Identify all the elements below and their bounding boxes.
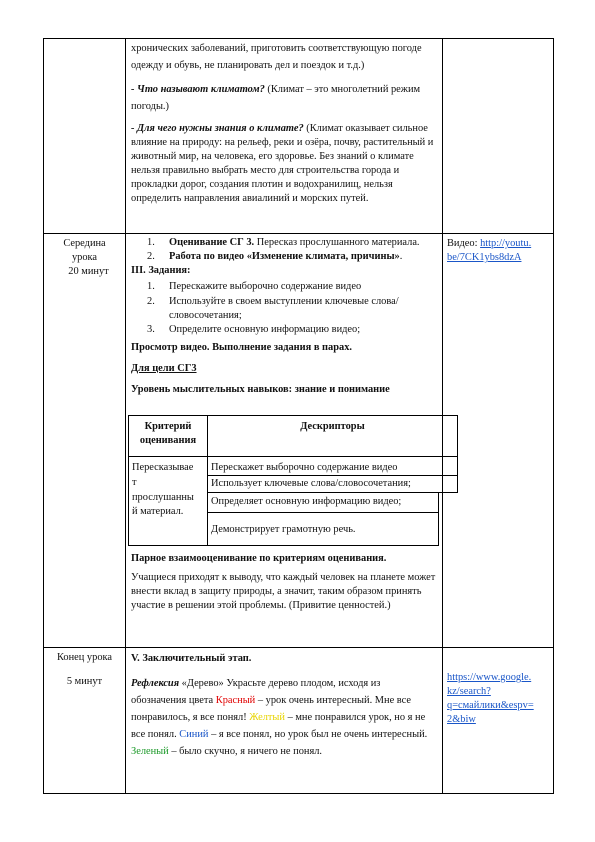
green-description: – было скучно, я ничего не понял. <box>168 746 323 758</box>
color-word-blue: Синий <box>179 729 209 741</box>
video-link-cont[interactable]: be/7CK1ybs8dzA <box>447 252 522 264</box>
smiley-link[interactable]: https://www.google. <box>447 672 532 683</box>
question-climate-answer: (Климат – это многолетний режим погоды.) <box>131 83 421 112</box>
descriptor-3: Определяет основную информацию видео; <box>211 496 402 507</box>
smiley-link-cont[interactable]: 2&biw <box>447 713 476 725</box>
blue-description: – я все понял, но урок был не очень интересный. <box>208 729 428 741</box>
criteria-row-line-1 <box>207 475 458 476</box>
question-climate <box>131 82 437 116</box>
descriptor-4: Демонстрирует грамотную речь. <box>211 524 356 535</box>
activity-num: 2. <box>147 251 155 263</box>
activity-list <box>131 236 439 264</box>
task-text: Перескажите выборочно содержание видео <box>169 281 362 293</box>
descriptor-2: Использует ключевые слова/словосочетания; <box>211 478 411 489</box>
task-text: Используйте в своем выступлении ключевые слова/словосочетания; <box>169 295 399 321</box>
criterion-cell <box>132 461 206 520</box>
reflection-label: Рефлексия <box>131 678 180 690</box>
criterion-line: т <box>132 476 137 488</box>
criteria-header-descriptors <box>208 420 457 434</box>
tasks-list <box>131 280 439 337</box>
reflection-intro: «Дерево» Украсьте дерево плодом, исходя из обозначения цвета <box>131 678 381 707</box>
criteria-table-right-lower <box>438 492 439 546</box>
color-word-yellow: Желтый <box>249 712 285 724</box>
smiley-link-cont[interactable]: q=смайлики&espv= <box>447 699 534 711</box>
descriptor-1: Перескажет выборочно содержание видео <box>211 462 398 473</box>
criteria-row-line-2 <box>207 492 458 493</box>
task-num: 3. <box>147 323 155 335</box>
criteria-header-criterion-text: Критерий оценивания <box>139 421 197 447</box>
color-word-green: Зеленый <box>131 746 169 758</box>
activity-desc: Пересказ прослушанного материала. <box>254 237 420 248</box>
criterion-line: прослушанны <box>132 491 194 503</box>
criteria-table-right-upper <box>457 415 458 493</box>
question-climate-label: - Что называют климатом? <box>131 83 265 95</box>
criteria-table-mid <box>207 415 208 546</box>
row-divider-1 <box>43 233 554 234</box>
activity-item <box>131 250 439 264</box>
final-stage-heading: V. Заключительный этап. <box>131 653 252 664</box>
row1-content <box>131 41 437 206</box>
criteria-table-bottom <box>128 545 438 546</box>
tasks-heading: III. Задания: <box>131 265 191 277</box>
activity-desc: . <box>399 251 403 263</box>
reflection-text <box>131 675 437 760</box>
task-item <box>131 280 439 294</box>
criterion-line: Пересказывае <box>132 462 194 473</box>
row2-content <box>131 236 439 397</box>
question-knowledge-label: - Для чего нужны знания о климате? <box>131 123 304 135</box>
stage-middle <box>44 237 125 279</box>
task-item <box>131 295 439 323</box>
smiley-link-line <box>447 685 551 699</box>
smiley-resource <box>447 671 551 727</box>
stage-middle-line2: урока <box>71 252 98 264</box>
smiley-link-line <box>447 671 551 685</box>
task-num: 1. <box>147 281 155 293</box>
stage-end-label: Конец урока <box>56 652 113 663</box>
question-knowledge <box>131 122 437 206</box>
criterion-line: й материал. <box>132 506 184 518</box>
row3-content <box>131 652 437 760</box>
smiley-link-line <box>447 713 551 727</box>
watch-instruction: Просмотр видео. Выполнение задания в парах. <box>131 341 353 353</box>
goal-label: Для цели СГ3 <box>131 363 197 375</box>
video-resource-line1 <box>447 237 551 251</box>
table-border-right <box>553 38 554 793</box>
task-item <box>131 323 439 337</box>
criteria-table-top <box>128 415 458 416</box>
color-word-red: Красный <box>215 695 256 707</box>
row2-after-table <box>131 552 437 614</box>
stage-end <box>44 651 125 689</box>
activity-title: Работа по видео «Изменение климата, причины» <box>169 251 400 263</box>
stage-end-time: 5 минут <box>66 676 103 688</box>
criteria-header-descriptors-text: Дескрипторы <box>300 421 365 432</box>
criteria-table-header-bottom <box>128 456 458 457</box>
table-divider-1 <box>125 38 126 793</box>
stage-middle-time: 20 минут <box>68 266 109 278</box>
activity-title: Оценивание СГ 3. <box>169 237 255 248</box>
activity-num: 1. <box>147 237 155 248</box>
continuation-text: хронических заболеваний, приготовить соответствующую погоде одежду и обувь, не планировать дел и поездок и т.д.) <box>131 43 422 71</box>
thinking-level: Уровень мыслительных навыков: знание и понимание <box>131 384 390 396</box>
criteria-row-line-3 <box>207 512 438 513</box>
red-description: – урок очень интересный. Мне все понравилось, я все понял! <box>131 695 411 724</box>
smiley-link-line <box>447 699 551 713</box>
stage-middle-line1: Середина <box>63 238 106 249</box>
question-knowledge-answer: (Климат оказывает сильное влияние на природу: на рельеф, реки и озёра, почву, растительный и животный мир, на человека, его здоровье. Без знаний о климате нельзя правильно выбрать место для строительства города и прокладки дорог, создания плотин и водохранилищ, нельзя определить направления авиалиний и морских путей. <box>131 123 434 205</box>
video-resource-line2 <box>447 251 551 265</box>
conclusion-text: Учащиеся приходят к выводу, что каждый человек на планете может внести вклад в защиту природы, а значит, таким образом принять участие в решении этой проблемы. (Привитие ценностей.) <box>131 572 436 612</box>
video-link[interactable]: http://youtu. <box>480 238 532 249</box>
pair-evaluation: Парное взаимооценивание по критериям оценивания. <box>131 553 387 564</box>
table-border-top <box>43 38 554 39</box>
video-label: Видео: <box>447 238 481 249</box>
task-text: Определите основную информацию видео; <box>169 323 361 335</box>
criteria-header-criterion <box>129 420 207 448</box>
table-border-bottom <box>43 793 554 794</box>
yellow-description: – мне понравился урок, но я не все понял. <box>131 712 426 741</box>
video-resource <box>447 237 551 265</box>
task-num: 2. <box>147 295 155 307</box>
row-divider-2 <box>43 647 554 648</box>
activity-item <box>131 236 439 250</box>
smiley-link-cont[interactable]: kz/search? <box>447 685 491 697</box>
